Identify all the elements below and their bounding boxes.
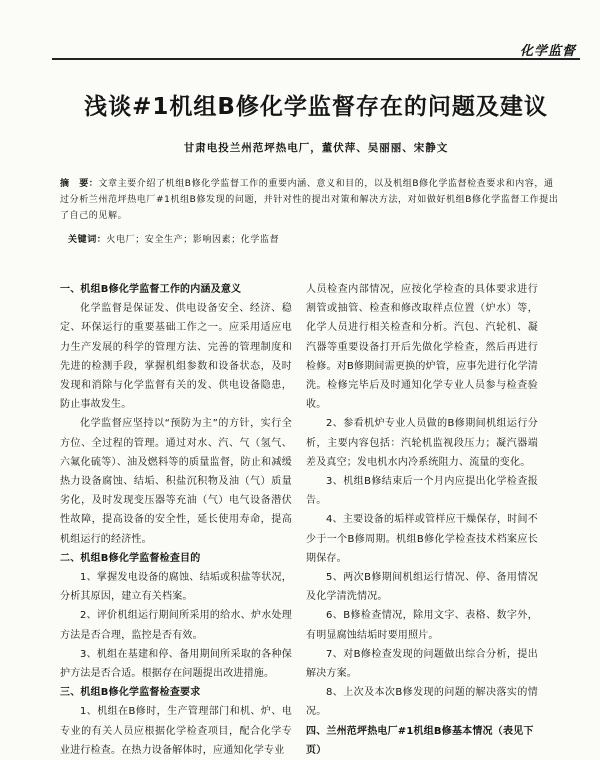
paragraph: 6、B修检查情况，除用文字、表格、数字外，有明显腐蚀结垢时要用照片。 [306,610,538,641]
paragraph: 2、参看机炉专业人员做的B修期间机组运行分析，主要内容包括：汽轮机监视段压力；凝汽器端差及真空；发电机水内冷系统阻力、流量的变化。 [306,418,538,468]
paragraph: 5、两次B修期间机组运行情况、停、备用情况及化学清洗情况。 [306,572,538,603]
paragraph: 化学监督应坚持以“预防为主”的方针，实行全方位、全过程的管理。通过对水、汽、气（氢气、六氟化硫等）、油及燃料等的质量监督，防止和减缓热力设备腐蚀、结垢、积盐沉积物及油（气）质量劣化，及时发现变压器等充油（气）电气设备潜伏性故障，提高设备的安全性，延长使用寿命，提高机组运行的经济性。 [60,418,292,545]
header-section-label: 化学监督 [519,44,576,59]
section-heading-2: 二、机组B修化学监督检查目的 [60,552,201,564]
left-column [60,280,292,760]
paragraph: 7、对B修检查发现的问题做出综合分析，提出解决方案。 [306,648,538,680]
abstract-text: 文章主要介绍了机组B修化学监督工作的重要内涵、意义和目的，以及机组B修化学监督检查要求和内容，通过分析兰州范坪热电厂#1机组B修发现的问题，并针对性的提出对策和解决方法，对如做好机组B修化学监督工作提出了自己的见解。 [60,179,559,221]
paragraph: 1、机组在B修时，生产管理部门和机、炉、电专业的有关人员应根据化学检查项目，配合化学专业进行检查。在热力设备解体时，应通知化学专业 [60,706,292,756]
section-heading-3: 三、机组B修化学监督检查要求 [60,687,201,699]
paragraph: 4、主要设备的垢样或管样应干燥保存，时间不少于一个B修周期。机组B修化学检查技术档案应长期保存。 [306,514,538,564]
article-authors: 甘肃电投兰州范坪热电厂，董伏萍、吴丽丽、宋静文 [183,142,449,154]
paragraph: 1、掌握发电设备的腐蚀、结垢或积盐等状况，分析其原因，建立有关档案。 [60,572,292,603]
paragraph: 8、上次及本次B修发现的问题的解决落实的情况。 [306,687,538,718]
right-column [306,280,538,760]
keywords-text: 火电厂；安全生产；影响因素；化学监督 [106,235,280,245]
section-heading-1: 一、机组B修化学监督工作的内涵及意义 [60,284,242,295]
keywords [68,232,279,245]
paragraph: 2、评价机组运行期间所采用的给水、炉水处理方法是否合理，监控是否有效。 [60,610,292,641]
paragraph: 人员检查内部情况，应按化学检查的具体要求进行割管或抽管、检查和修改取样点位置（炉水）等，化学人员进行相关检查和分析。汽包、汽轮机、凝汽器等重要设备打开后先做化学检查，然后再进行检修。对B修期间需更换的炉管，应事先进行化学清洗。检修完毕后及时通知化学专业人员参与检查验收。 [306,284,538,411]
abstract [60,176,560,224]
paragraph: 3、机组在基建和停、备用期间所采取的各种保护方法是否合适。根据存在问题提出改进措施。 [60,648,292,680]
article-title: 浅谈#1机组B修化学监督存在的问题及建议 [84,94,548,120]
header-rule [52,58,580,60]
abstract-label: 摘 要： [60,179,99,189]
paragraph: 3、机组B修结束后一个月内应提出化学检查报告。 [306,476,538,507]
section-heading-4: 四、兰州范坪热电厂#1机组B修基本情况（表见下页） [306,725,534,756]
keywords-label: 关键词： [68,235,107,245]
paragraph: 化学监督是保证发、供电设备安全、经济、稳定、环保运行的重要基础工作之一。应采用适应电力生产发展的科学的管理方法、完善的管理制度和先进的检测手段，掌握机组参数和设备状态，及时发现和消除与化学监督有关的发、供电设备隐患，防止事故发生。 [60,303,292,411]
